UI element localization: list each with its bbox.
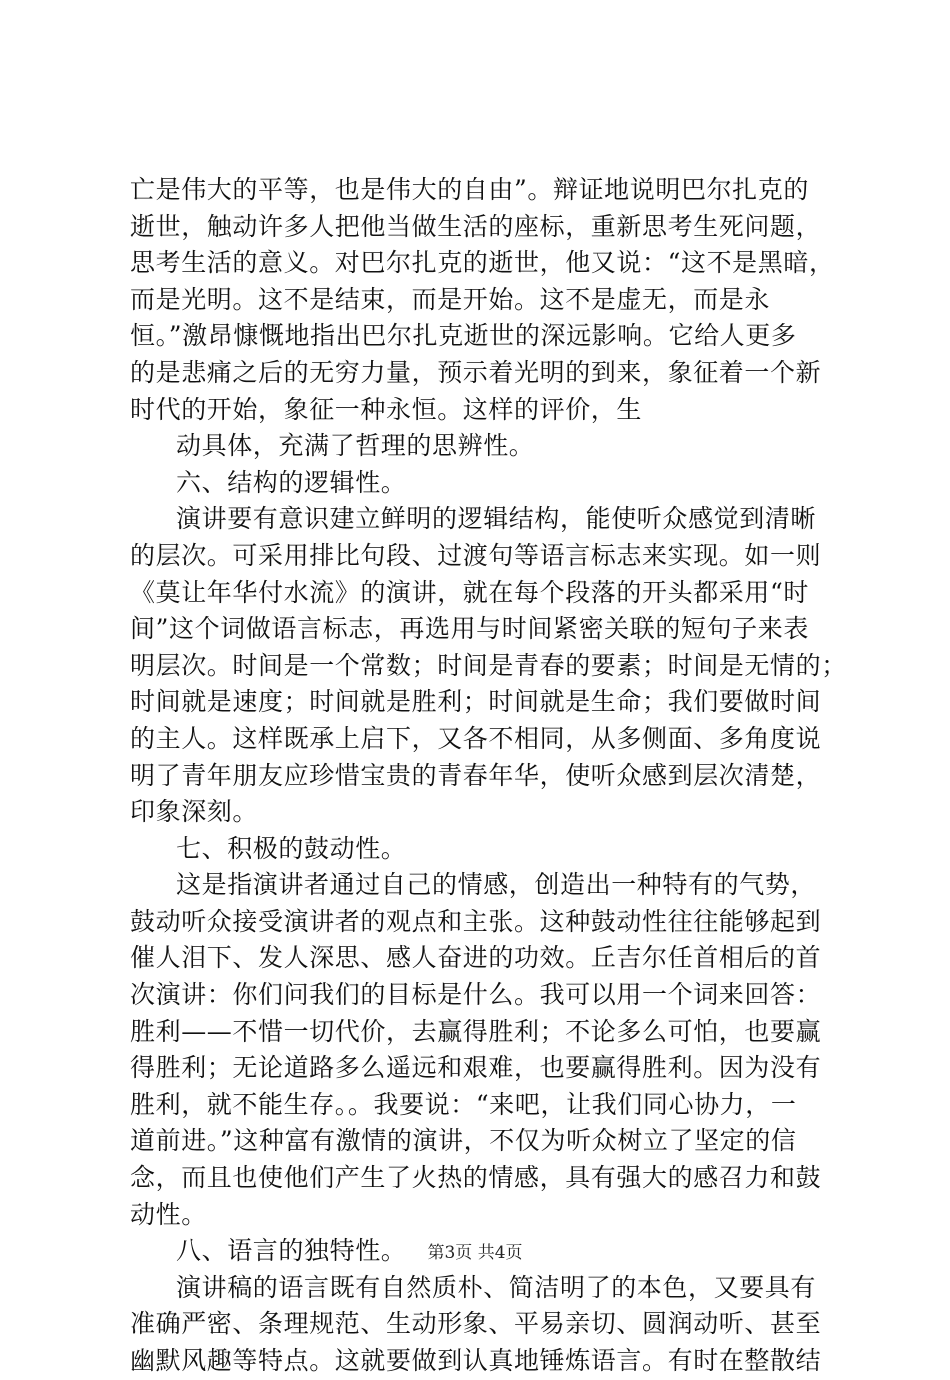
text-line: 时代的开始，象征一种永恒。这样的评价，生 <box>130 394 643 424</box>
text-line: 六、结构的逻辑性。 <box>176 467 407 497</box>
text-line: 催人泪下、发人深思、感人奋进的功效。丘吉尔任首相后的首 <box>130 943 822 973</box>
text-line: 《莫让年华付水流》的演讲，就在每个段落的开头都采用“时 <box>130 577 809 607</box>
text-line: 动性。 <box>130 1199 207 1229</box>
text-line: 次演讲：你们问我们的目标是什么。我可以用一个词来回答： <box>130 980 822 1010</box>
text-line: 念，而且也使他们产生了火热的情感，具有强大的感召力和鼓 <box>130 1163 822 1193</box>
text-line: 道前进。”这种富有激情的演讲，不仅为听众树立了坚定的信 <box>130 1126 797 1156</box>
text-line: 演讲要有意识建立鲜明的逻辑结构，能使听众感觉到清晰 <box>176 504 817 534</box>
text-line: 明层次。时间是一个常数；时间是青春的要素；时间是无情的； <box>130 650 847 680</box>
text-line: 的是悲痛之后的无穷力量，预示着光明的到来，象征着一个新 <box>130 357 822 387</box>
text-line: 鼓动听众接受演讲者的观点和主张。这种鼓动性往往能够起到 <box>130 906 822 936</box>
text-line: 思考生活的意义。对巴尔扎克的逝世，他又说：“这不是黑暗， <box>130 248 835 278</box>
document-body <box>130 172 847 1380</box>
text-line: 胜利，就不能生存。。我要说：“来吧，让我们同心协力，一 <box>130 1089 797 1119</box>
text-line: 准确严密、条理规范、生动形象、平易亲切、圆润动听、甚至 <box>130 1309 822 1339</box>
text-line: 七、积极的鼓动性。 <box>176 833 407 863</box>
text-line: 八、语言的独特性。 <box>176 1236 407 1266</box>
text-line: 恒。”激昂慷慨地指出巴尔扎克逝世的深远影响。它给人更多 <box>130 321 797 351</box>
text-line: 这是指演讲者通过自己的情感，创造出一种特有的气势， <box>176 870 817 900</box>
text-line: 明了青年朋友应珍惜宝贵的青春年华，使听众感到层次清楚， <box>130 760 822 790</box>
text-line: 的主人。这样既承上启下，又各不相同，从多侧面、多角度说 <box>130 723 822 753</box>
page-footer: 第3页 共4页 <box>427 1243 523 1263</box>
text-line: 幽默风趣等特点。这就要做到认真地锤炼语言。有时在整散结 <box>130 1346 822 1375</box>
text-line: 胜利——不惜一切代价，去赢得胜利；不论多么可怕，也要赢 <box>130 1016 822 1046</box>
text-line: 而是光明。这不是结束，而是开始。这不是虚无，而是永 <box>130 284 771 314</box>
text-line: 演讲稿的语言既有自然质朴、简洁明了的本色，又要具有 <box>176 1272 817 1302</box>
text-line: 时间就是速度；时间就是胜利；时间就是生命；我们要做时间 <box>130 687 822 717</box>
text-line: 亡是伟大的平等，也是伟大的自由”。辩证地说明巴尔扎克的 <box>130 175 809 204</box>
text-line: 间”这个词做语言标志，再选用与时间紧密关联的短句子来表 <box>130 614 809 644</box>
text-line: 的层次。可采用排比句段、过渡句等语言标志来实现。如一则 <box>130 540 822 570</box>
text-line: 得胜利；无论道路多么遥远和艰难，也要赢得胜利。因为没有 <box>130 1053 822 1083</box>
text-line: 印象深刻。 <box>130 797 259 827</box>
text-line: 动具体，充满了哲理的思辨性。 <box>176 431 535 461</box>
text-line: 逝世，触动许多人把他当做生活的座标，重新思考生死问题， <box>130 211 822 241</box>
